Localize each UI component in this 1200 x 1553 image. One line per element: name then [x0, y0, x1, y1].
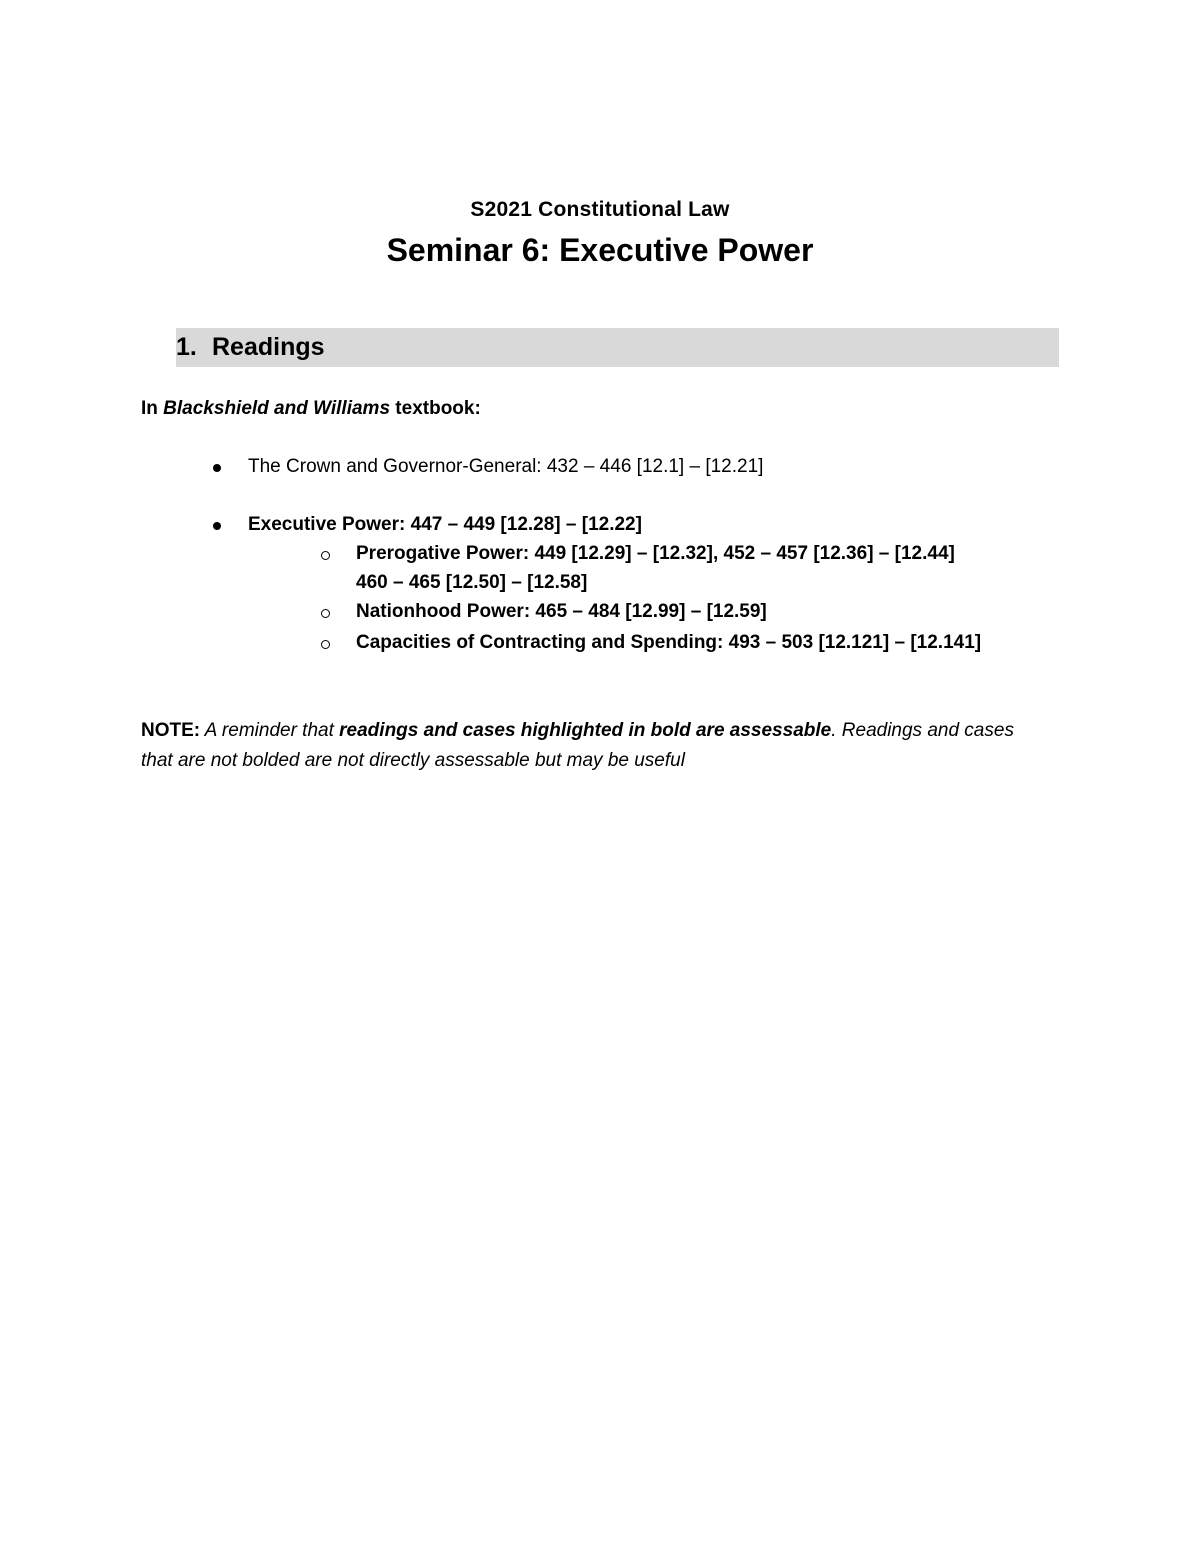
- sub-reading-contracting-spending: Capacities of Contracting and Spending: 493 – 503 [12.121] – [12.141]: [356, 632, 982, 653]
- textbook-name: Blackshield and Williams: [163, 398, 391, 419]
- intro-suffix: textbook:: [390, 398, 481, 419]
- note-text-1: A reminder that: [200, 720, 340, 741]
- note-label: NOTE:: [141, 720, 201, 741]
- section-title: Readings: [212, 333, 325, 361]
- note-bold-text: readings and cases highlighted in bold are assessable: [339, 720, 832, 741]
- sub-bullet-circle-icon: [321, 609, 330, 618]
- section-heading: [176, 333, 325, 362]
- sub-reading-prerogative: Prerogative Power: 449 [12.29] – [12.32], 452 – 457 [12.36] – [12.44]: [356, 543, 955, 564]
- sub-reading-prerogative-continued: 460 – 465 [12.50] – [12.58]: [356, 572, 588, 593]
- bullet-dot-icon: [213, 464, 221, 472]
- sub-reading-nationhood: Nationhood Power: 465 – 484 [12.99] – [12.59]: [356, 601, 767, 622]
- section-number: 1.: [176, 333, 197, 361]
- course-title: S2021 Constitutional Law: [470, 198, 730, 221]
- bullet-dot-icon: [213, 522, 221, 530]
- assessment-note: [141, 716, 1041, 776]
- reading-item-executive-power: Executive Power: 447 – 449 [12.28] – [12.22]: [248, 514, 642, 535]
- note-text-2: . Readings and cases that are not bolded are not directly assessable but may be useful: [141, 720, 1014, 771]
- reading-item-crown: The Crown and Governor-General: 432 – 446 [12.1] – [12.21]: [248, 456, 764, 477]
- sub-bullet-circle-icon: [321, 551, 330, 560]
- intro-prefix: In: [141, 398, 164, 419]
- sub-bullet-circle-icon: [321, 640, 330, 649]
- page-title: Seminar 6: Executive Power: [386, 232, 814, 268]
- readings-intro: [141, 398, 481, 420]
